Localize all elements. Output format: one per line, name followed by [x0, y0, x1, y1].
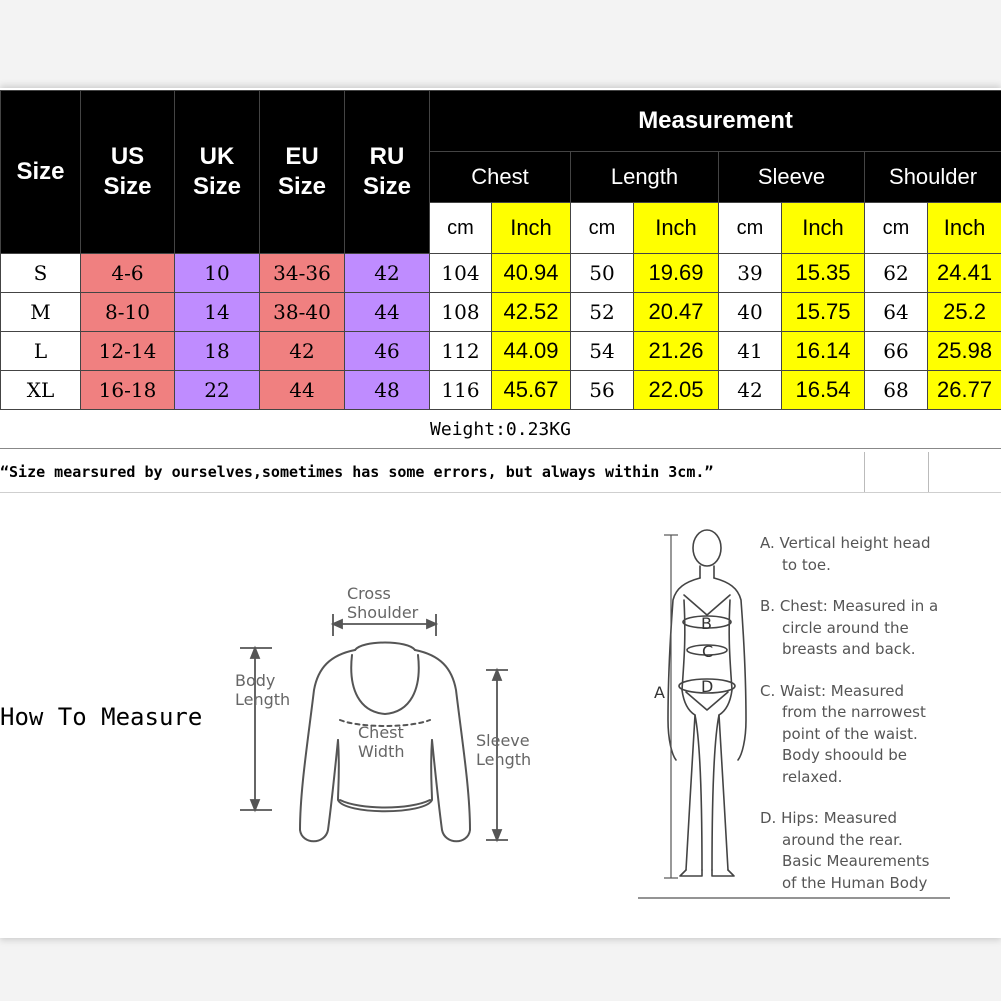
uk-size-cell: 22 [175, 371, 260, 410]
header-uk-size: UK Size [175, 91, 260, 254]
sleeve-inch-cell: 15.35 [782, 254, 865, 293]
header-length: Length [571, 152, 719, 203]
sleeve-length-label: Sleeve Length [476, 731, 532, 769]
header-shoulder-cm: cm [865, 203, 928, 254]
header-measurement: Measurement [430, 91, 1001, 152]
legend-line: A. Vertical height head [760, 534, 931, 552]
header-chest-inch: Inch [492, 203, 571, 254]
header-ru-size: RU Size [345, 91, 430, 254]
header-shoulder-inch: Inch [928, 203, 1001, 254]
length-inch-cell: 21.26 [634, 332, 719, 371]
chest-inch-cell: 40.94 [492, 254, 571, 293]
length-cm-cell: 56 [571, 371, 634, 410]
legend-line: to toe. [782, 555, 831, 574]
legend-line: around the rear. [782, 830, 903, 849]
chest-inch-cell: 44.09 [492, 332, 571, 371]
length-inch-cell: 22.05 [634, 371, 719, 410]
shoulder-cm-cell: 66 [865, 332, 928, 371]
ru-size-cell: 44 [345, 293, 430, 332]
legend-line: from the narrowest [782, 703, 926, 721]
ru-size-cell: 42 [345, 254, 430, 293]
us-size-cell: 16-18 [81, 371, 175, 410]
length-cm-cell: 50 [571, 254, 634, 293]
size-disclaimer-note: “Size mearsured by ourselves,sometimes has some errors, but always within 3cm.” [0, 463, 714, 481]
legend-line: breasts and back. [782, 640, 916, 658]
legend-line: C. Waist: Measured [760, 681, 905, 700]
header-sleeve-inch: Inch [782, 203, 865, 254]
shoulder-cm-cell: 68 [865, 371, 928, 410]
header-size: Size [1, 91, 81, 254]
size-label: M [1, 293, 81, 332]
length-inch-cell: 20.47 [634, 293, 719, 332]
uk-size-cell: 10 [175, 254, 260, 293]
legend-line: of the Human Body [782, 873, 928, 892]
cross-shoulder-label: Cross Shoulder [347, 584, 419, 622]
eu-size-cell: 34-36 [260, 254, 345, 293]
body-measure-legend [760, 533, 938, 894]
legend-line: point of the waist. [782, 724, 918, 743]
size-label: S [1, 254, 81, 293]
legend-line: B. Chest: Measured in a [760, 597, 939, 615]
header-sleeve: Sleeve [719, 152, 865, 203]
chest-cm-cell: 116 [430, 371, 492, 410]
us-size-cell: 8-10 [81, 293, 175, 332]
chest-cm-cell: 112 [430, 332, 492, 371]
legend-line: D. Hips: Measured [760, 809, 897, 827]
header-us-size: US Size [81, 91, 175, 254]
legend-line: circle around the [782, 618, 909, 637]
header-sleeve-cm: cm [719, 203, 782, 254]
ru-size-cell: 48 [345, 371, 430, 410]
sleeve-inch-cell: 15.75 [782, 293, 865, 332]
weight-text: Weight:0.23KG [0, 412, 1001, 449]
legend-line: Body shoould be [782, 746, 908, 764]
header-length-inch: Inch [634, 203, 719, 254]
shoulder-inch-cell: 24.41 [928, 254, 1001, 293]
chest-inch-cell: 45.67 [492, 371, 571, 410]
body-letter-a: A [654, 683, 665, 702]
sleeve-cm-cell: 42 [719, 371, 782, 410]
shoulder-inch-cell: 25.98 [928, 332, 1001, 371]
how-to-measure-heading: How To Measure [0, 703, 203, 731]
header-length-cm: cm [571, 203, 634, 254]
header-shoulder: Shoulder [865, 152, 1001, 203]
chest-inch-cell: 42.52 [492, 293, 571, 332]
sleeve-cm-cell: 39 [719, 254, 782, 293]
header-chest-cm: cm [430, 203, 492, 254]
chest-width-label: Chest Width [358, 723, 405, 761]
length-inch-cell: 19.69 [634, 254, 719, 293]
sleeve-cm-cell: 41 [719, 332, 782, 371]
header-chest: Chest [430, 152, 571, 203]
shoulder-cm-cell: 62 [865, 254, 928, 293]
body-letter-c: C [702, 642, 714, 661]
uk-size-cell: 18 [175, 332, 260, 371]
shoulder-cm-cell: 64 [865, 293, 928, 332]
length-cm-cell: 52 [571, 293, 634, 332]
body-length-label: Body Length [235, 671, 291, 709]
eu-size-cell: 38-40 [260, 293, 345, 332]
size-label: XL [1, 371, 81, 410]
sleeve-cm-cell: 40 [719, 293, 782, 332]
uk-size-cell: 14 [175, 293, 260, 332]
size-label: L [1, 332, 81, 371]
us-size-cell: 12-14 [81, 332, 175, 371]
legend-line: Basic Meaurements [782, 852, 930, 870]
shoulder-inch-cell: 26.77 [928, 371, 1001, 410]
body-letter-d: D [701, 677, 714, 696]
length-cm-cell: 54 [571, 332, 634, 371]
chest-cm-cell: 108 [430, 293, 492, 332]
eu-size-cell: 44 [260, 371, 345, 410]
shoulder-inch-cell: 25.2 [928, 293, 1001, 332]
us-size-cell: 4-6 [81, 254, 175, 293]
header-eu-size: EU Size [260, 91, 345, 254]
body-letter-b: B [701, 614, 712, 633]
sleeve-inch-cell: 16.14 [782, 332, 865, 371]
legend-line: relaxed. [782, 767, 843, 786]
sleeve-inch-cell: 16.54 [782, 371, 865, 410]
ru-size-cell: 46 [345, 332, 430, 371]
chest-cm-cell: 104 [430, 254, 492, 293]
eu-size-cell: 42 [260, 332, 345, 371]
